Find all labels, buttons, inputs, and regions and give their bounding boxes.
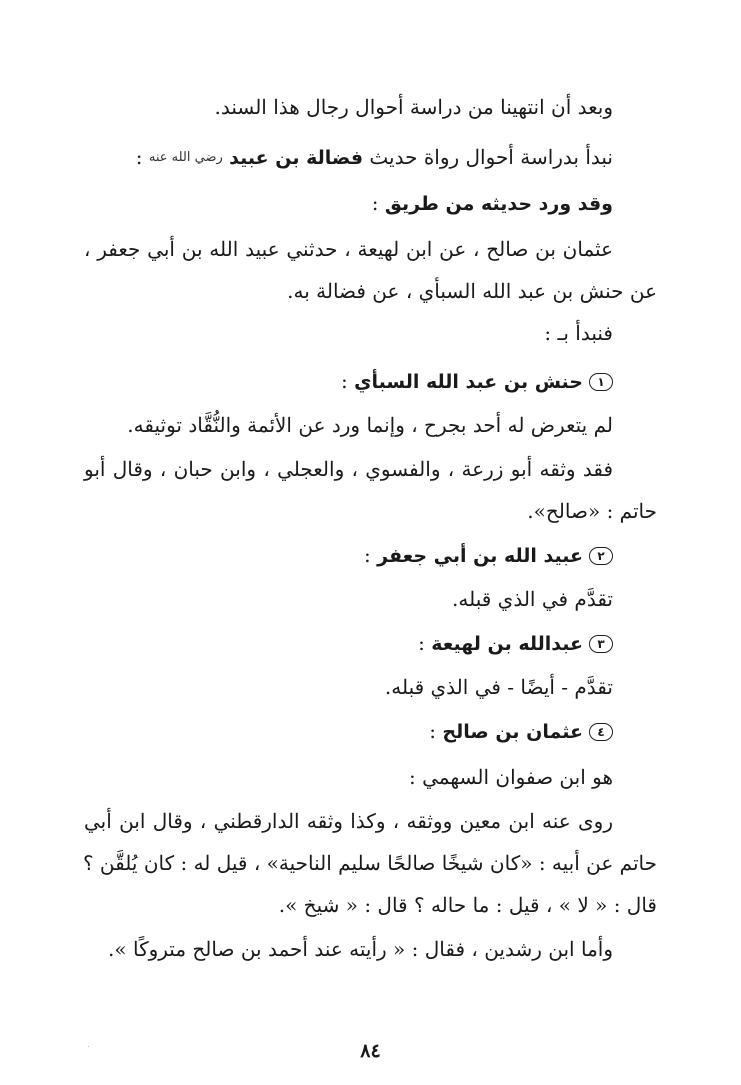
text-line-1: وبعد أن انتهينا من دراسة أحوال رجال هذا السند. <box>214 95 613 119</box>
text-line-10: حاتم : «صالح». <box>527 499 657 523</box>
text-line-6: فنبدأ بـ : <box>544 321 613 345</box>
scan-speck <box>88 1046 89 1047</box>
text-line-17: روى عنه ابن معين ووثقه ، وكذا وثقه الدارقطني ، وقال ابن أبي <box>84 809 613 833</box>
text-line-20: وأما ابن رشدين ، فقال : « رأيته عند أحمد بن صالح متروكًا ». <box>108 937 613 961</box>
companion-name: فضالة بن عبيد <box>229 147 364 169</box>
number-badge-3: ٣ <box>589 635 613 653</box>
heading-1-colon: : <box>340 369 355 393</box>
heading-4 <box>429 716 613 747</box>
heading-2-colon: : <box>364 543 378 567</box>
number-badge-1: ١ <box>589 373 613 391</box>
text-line-18: حاتم عن أبيه : «كان شيخًا صالحًا سليم الناحية» ، قيل له : كان يُلقَّن ؟ <box>82 851 657 875</box>
number-badge-4: ٤ <box>589 723 613 741</box>
number-badge-2: ٢ <box>589 547 613 565</box>
heading-1-title: حنش بن عبد الله السبأي <box>354 371 583 393</box>
text-line-4: عثمان بن صالح ، عن ابن لهيعة ، حدثني عبيد الله بن أبي جعفر ، <box>84 237 613 261</box>
heading-3-colon: : <box>418 631 432 655</box>
heading-3 <box>418 628 613 659</box>
heading-1 <box>341 366 613 397</box>
subheading-route: وقد ورد حديثه من طريق <box>384 193 613 215</box>
text-line-12: تقدَّم في الذي قبله. <box>452 587 613 611</box>
text-line-14: تقدَّم - أيضًا - في الذي قبله. <box>384 675 613 699</box>
heading-4-title: عثمان بن صالح <box>442 721 583 743</box>
heading-3-title: عبدالله بن لهيعة <box>431 633 583 655</box>
text-line-2-post: : <box>135 145 149 169</box>
text-line-19: قال : « لا » ، قيل : ما حاله ؟ قال : « شيخ ». <box>278 893 657 917</box>
text-line-3 <box>372 188 613 219</box>
text-line-16: هو ابن صفوان السهمي : <box>408 765 613 789</box>
subheading-route-colon: : <box>371 191 385 215</box>
heading-2 <box>364 540 613 571</box>
text-line-2-pre: نبدأ بدراسة أحوال رواة حديث <box>369 145 613 169</box>
heading-2-title: عبيد الله بن أبي جعفر <box>377 545 583 567</box>
heading-4-colon: : <box>429 719 443 743</box>
text-line-9: فقد وثقه أبو زرعة ، والفسوي ، والعجلي ، وابن حبان ، وقال أبو <box>84 457 613 481</box>
honorific-phrase: رضي الله عنه <box>148 150 223 165</box>
text-line-5: عن حنش بن عبد الله السبأي ، عن فضالة به. <box>287 279 657 303</box>
text-line-8: لم يتعرض له أحد بجرح ، وإنما ورد عن الأئمة والنُّقَّاد توثيقه. <box>127 413 613 437</box>
page-number: ٨٤ <box>360 1040 381 1062</box>
text-line-2 <box>136 142 613 173</box>
